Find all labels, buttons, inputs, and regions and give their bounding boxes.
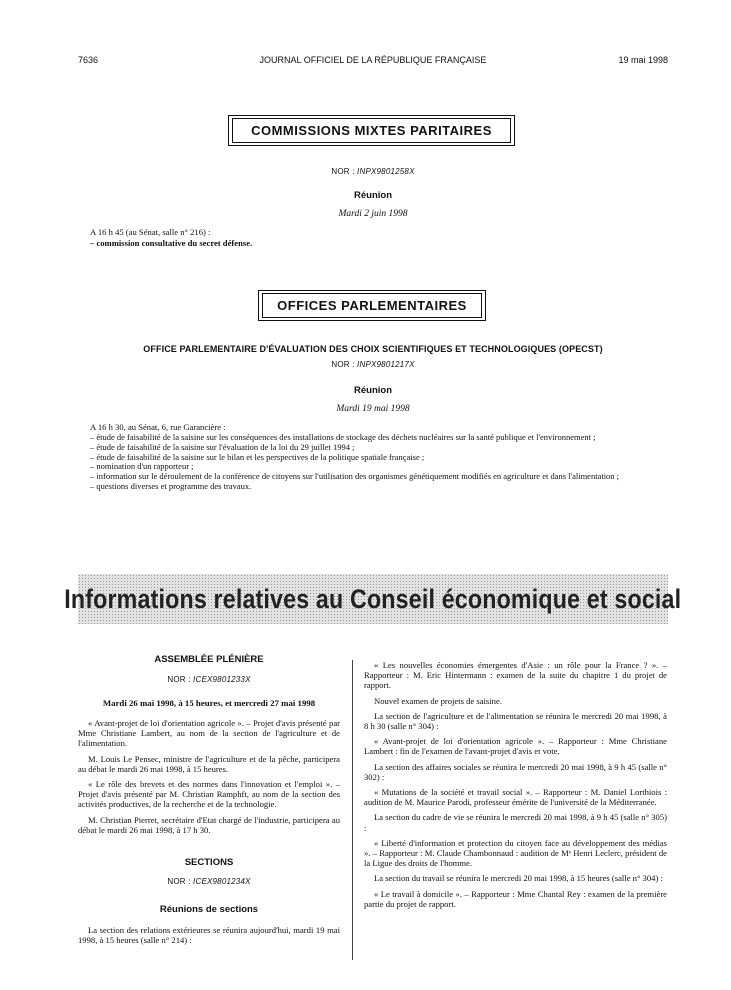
- sections-heading: SECTIONS: [184, 857, 234, 869]
- paragraph: « Le rôle des brevets et des normes dans l'innovation et l'emploi ». – Projet d'avis présenté par M. Christian Ramphft, au nom de la section des activités productives, de la recherche et de la technologie.: [78, 779, 340, 810]
- op-intro: A 16 h 30, au Sénat, 6, rue Garancière :: [90, 422, 226, 432]
- cmp-date: Mardi 2 juin 1998: [338, 209, 408, 219]
- ap-nor-label: NOR :: [167, 675, 194, 684]
- cmp-line-2: – commission consultative du secret défense.: [90, 238, 253, 248]
- list-item: – questions diverses et programme des travaux.: [90, 480, 252, 491]
- cmp-heading: Réunion: [354, 190, 392, 201]
- ap-nor: [78, 675, 340, 684]
- list-item: – étude de faisabilité de la saisine sur le bilan et les perspectives de la politique spatiale française ;: [90, 451, 425, 462]
- ap-body: [78, 718, 340, 835]
- cmp-title-box: [228, 115, 515, 146]
- op-nor-label: NOR :: [331, 360, 358, 369]
- op-agenda-list: [90, 433, 667, 492]
- ap-dates: Mardi 26 mai 1998, à 15 heures, et mercredi 27 mai 1998: [102, 698, 316, 708]
- right-column: [364, 660, 667, 914]
- ces-banner: [64, 574, 682, 624]
- paragraph: La section du travail se réunira le mercredi 20 mai 1998, à 15 heures (salle n° 304) :: [374, 873, 663, 884]
- paragraph: Nouvel examen de projets de saisine.: [374, 695, 502, 706]
- journal-title: JOURNAL OFFICIEL DE LA RÉPUBLIQUE FRANÇAISE: [259, 55, 487, 65]
- list-item: – nomination d'un rapporteur ;: [90, 461, 194, 472]
- op-title: OFFICES PARLEMENTAIRES: [262, 293, 482, 318]
- sections-nor-label: NOR :: [167, 877, 194, 887]
- page-number: 7636: [78, 55, 99, 65]
- list-item: – information sur le déroulement de la conférence de citoyens sur l'utilisation des organismes génétiquement modifiés en agriculture et dans l'alimentation ;: [90, 471, 620, 482]
- paragraph: La section des affaires sociales se réunira le mercredi 20 mai 1998, à 9 h 45 (salle n° 302) :: [364, 761, 667, 782]
- paragraph: « Avant-projet de loi d'orientation agricole ». – Rapporteur : Mme Christiane Lambert : fin de l'examen de l'avant-projet d'avis et vote.: [364, 736, 667, 757]
- left-column: [78, 654, 340, 950]
- ap-nor-code: ICEX9801233X: [193, 675, 251, 684]
- ap-heading: ASSEMBLÉE PLÉNIÈRE: [154, 654, 264, 665]
- paragraph: La section des relations extérieures se réunira aujourd'hui, mardi 19 mai 1998, à 15 heures (salle n° 214) :: [78, 925, 340, 946]
- list-item: – étude de faisabilité de la saisine sur les conséquences des installations de stockage des déchets nucléaires sur la santé publique et l'environnement ;: [90, 432, 596, 442]
- paragraph: « Le travail à domicile ». – Rapporteur : Mme Chantal Rey : examen de la première partie du projet de rapport.: [364, 888, 667, 909]
- paragraph: « Avant-projet de loi d'orientation agricole ». – Projet d'avis présenté par Mme Christiane Lambert, au nom de la section de l'agriculture et de l'alimentation.: [78, 718, 340, 749]
- paragraph: M. Christian Pierret, secrétaire d'Etat chargé de l'industrie, participera au débat le mardi 26 mai 1998, à 17 h 30.: [78, 814, 340, 835]
- paragraph: « Liberté d'information et protection du citoyen face au développement des médias ». – Rapporteur : M. Claude Chambonnaud : audition de Mᵉ Henri Leclerc, président de la Ligue des droits de l'homme.: [364, 837, 667, 869]
- cmp-nor-code: INPX9801258X: [357, 167, 415, 176]
- issue-date: 19 mai 1998: [618, 55, 668, 65]
- paragraph: La section de l'agriculture et de l'alimentation se réunira le mercredi 20 mai 1998, à 8 h 30 (salle n° 304) :: [364, 710, 667, 732]
- column-divider: [352, 660, 353, 960]
- op-office-name: OFFICE PARLEMENTAIRE D'ÉVALUATION DES CHOIX SCIENTIFIQUES ET TECHNOLOGIQUES (OPECST): [143, 344, 603, 354]
- cmp-nor-label: NOR :: [331, 167, 358, 176]
- sections-nor-code: ICEX9801234X: [193, 877, 251, 887]
- cmp-nor: [78, 167, 668, 176]
- list-item: – étude de faisabilité de la saisine sur l'évaluation de la loi du 29 juillet 1994 ;: [90, 441, 355, 452]
- op-nor: [78, 360, 668, 369]
- paragraph: « Mutations de la société et travail social ». – Rapporteur : M. Daniel Lorthiois : audition de M. Maurice Parodi, professeur émérite de l'université de la Méditerranée.: [364, 787, 667, 808]
- running-header: [78, 55, 668, 69]
- sections-body: [78, 925, 340, 945]
- op-date: Mardi 19 mai 1998: [336, 404, 410, 414]
- cmp-line-1: A 16 h 45 (au Sénat, salle n° 216) :: [90, 227, 211, 237]
- op-nor-code: INPX9801217X: [357, 360, 415, 369]
- paragraph: M. Louis Le Pensec, ministre de l'agriculture et de la pêche, participera au débat le mardi 26 mai 1998, à 15 heures.: [78, 753, 340, 774]
- paragraph: La section du cadre de vie se réunira le mercredi 20 mai 1998, à 9 h 45 (salle n° 305) :: [364, 812, 667, 833]
- sections-nor: [78, 877, 340, 886]
- paragraph: « Les nouvelles économies émergentes d'Asie : un rôle pour la France ? ». – Rapporteur : M. Eric Hintermann : examen de la suite du chapitre 1 du projet de rapport.: [364, 660, 667, 691]
- op-heading: Réunion: [354, 385, 392, 396]
- op-title-box: [258, 290, 486, 321]
- reunions-heading: Réunions de sections: [159, 904, 259, 916]
- ces-banner-title: Informations relatives au Conseil économique et social: [64, 583, 682, 614]
- cmp-title: COMMISSIONS MIXTES PARITAIRES: [232, 118, 511, 143]
